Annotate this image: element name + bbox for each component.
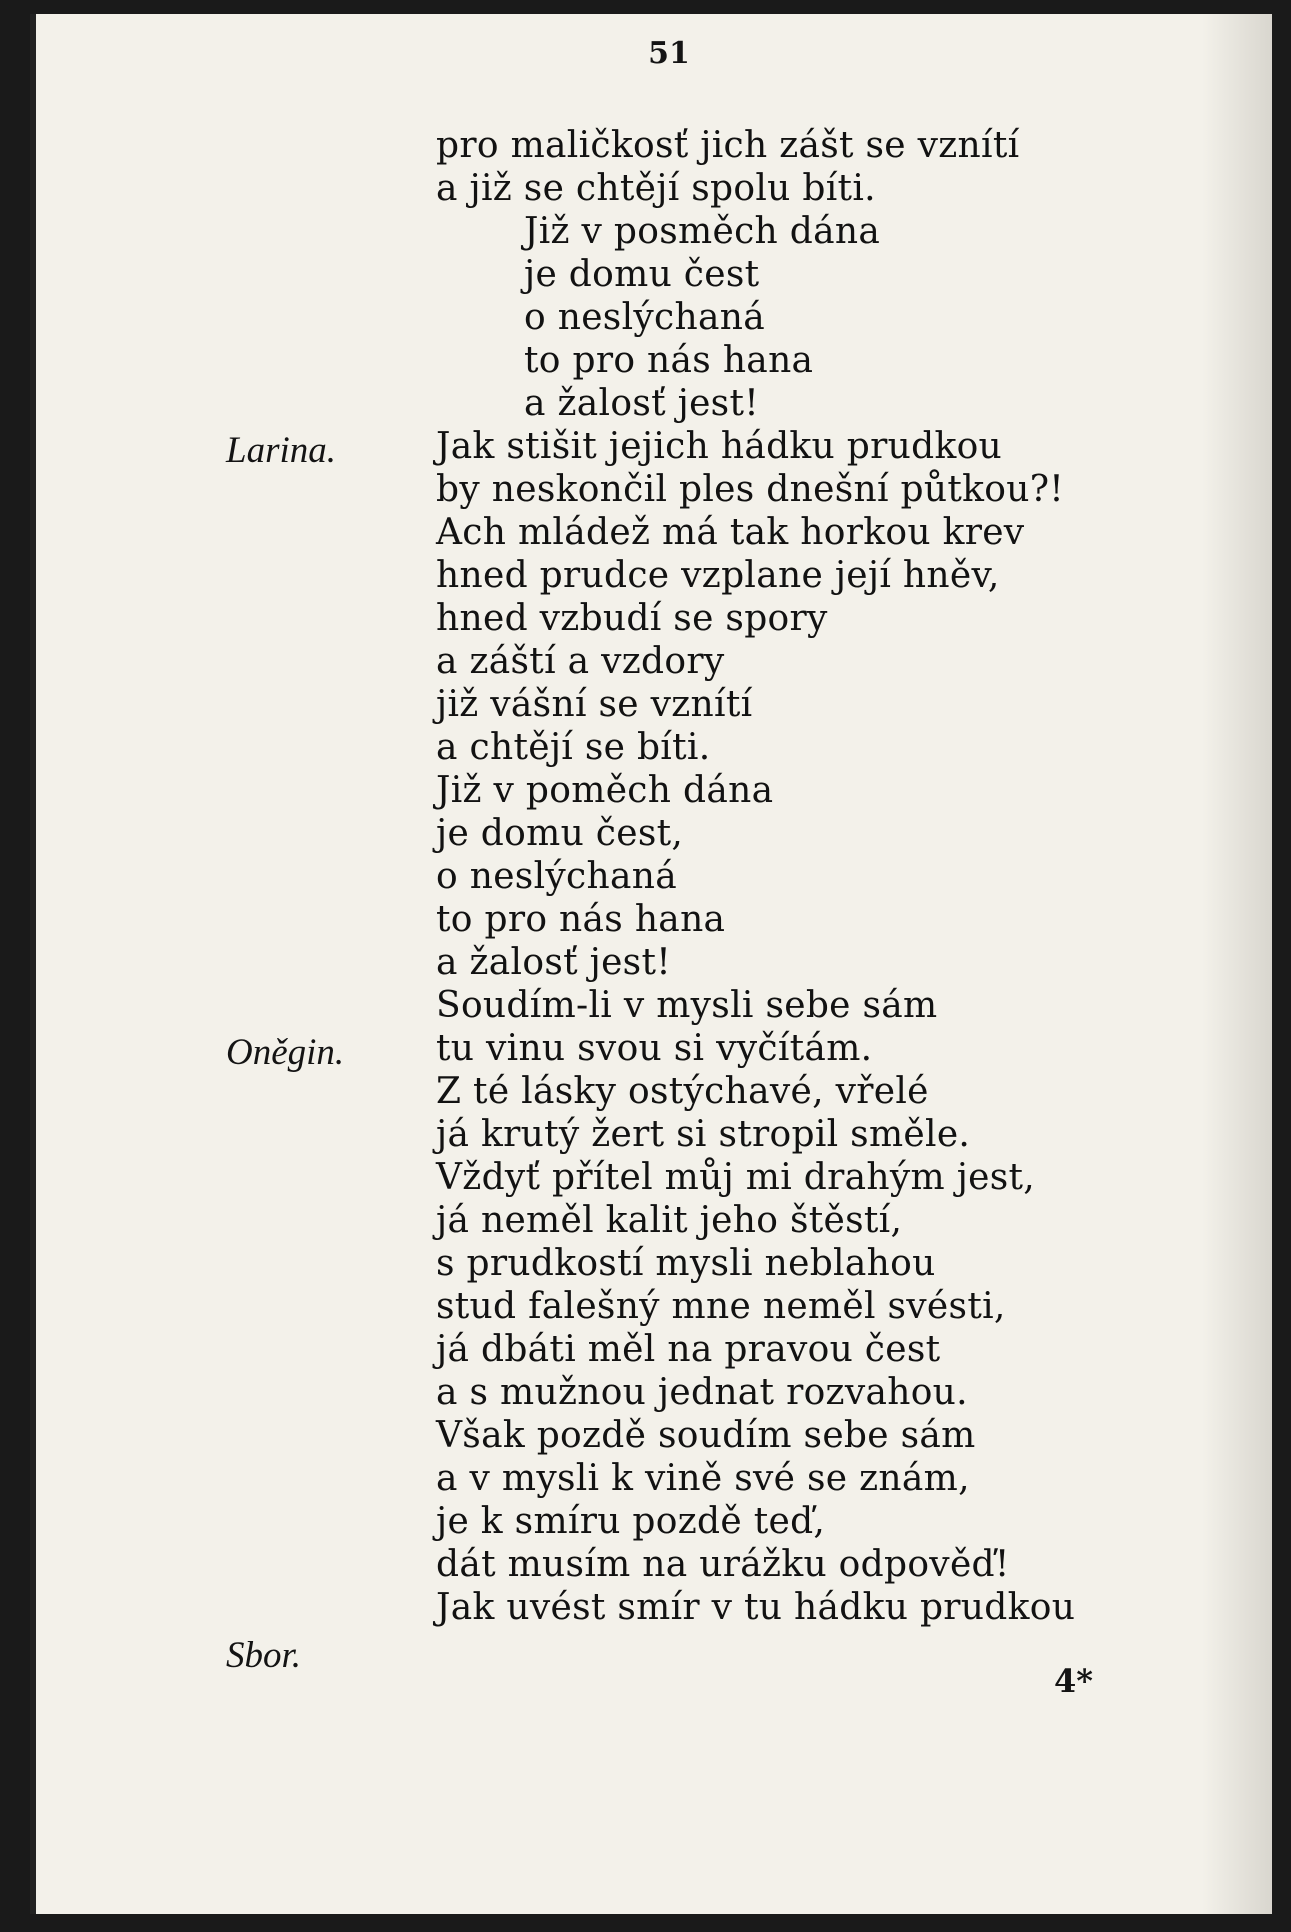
verse-line: a s mužnou jednat rozvahou. [436, 1372, 968, 1413]
verse-line: to pro nás hana [436, 899, 726, 940]
verse-line: dát musím na urážku odpověď! [436, 1544, 1010, 1585]
verse-block [436, 124, 1075, 1629]
verse-line: a chtějí se bíti. [436, 727, 711, 768]
verse-line: již vášní se vznítí [436, 684, 753, 725]
verse-line: Však pozdě soudím sebe sám [436, 1415, 976, 1456]
book-page [30, 14, 1272, 1914]
verse-line: je domu čest [524, 254, 760, 295]
verse-line: a záští a vzdory [436, 641, 725, 682]
verse-line: Vždyť přítel můj mi drahým jest, [436, 1157, 1036, 1198]
verse-line: o neslýchaná [524, 297, 765, 338]
verse-line: já dbáti měl na pravou čest [436, 1329, 941, 1370]
speaker-onegin: Oněgin. [226, 1032, 345, 1073]
verse-line: to pro nás hana [524, 340, 814, 381]
verse-line: by neskončil ples dnešní půtkou?! [436, 469, 1065, 510]
verse-line: Již v poměch dána [436, 770, 774, 811]
speaker-sbor: Sbor. [226, 1635, 302, 1676]
verse-line: hned prudce vzplane její hněv, [436, 555, 1000, 596]
verse-line: s prudkostí mysli neblahou [436, 1243, 936, 1284]
verse-line: Jak stišit jejich hádku prudkou [436, 426, 1003, 467]
page-number: 51 [648, 36, 690, 71]
verse-line: tu vinu svou si vyčítám. [436, 1028, 873, 1069]
speaker-larina: Larina. [226, 430, 337, 471]
verse-line: pro maličkosť jich zášt se vznítí [436, 125, 1020, 166]
verse-line: je domu čest, [436, 813, 684, 854]
verse-line: hned vzbudí se spory [436, 598, 828, 639]
verse-line: Jak uvést smír v tu hádku prudkou [436, 1587, 1076, 1628]
verse-line: Z té lásky ostýchavé, vřelé [436, 1071, 929, 1112]
verse-line: o neslýchaná [436, 856, 677, 897]
verse-line: Soudím-li v mysli sebe sám [436, 985, 938, 1026]
verse-line: a již se chtějí spolu bíti. [436, 168, 876, 209]
verse-line: a v mysli k vině své se znám, [436, 1458, 970, 1499]
verse-line: a žalosť jest! [524, 383, 759, 424]
verse-line: já krutý žert si stropil směle. [436, 1114, 971, 1155]
verse-line: a žalosť jest! [436, 942, 671, 983]
verse-line: je k smíru pozdě teď, [436, 1501, 826, 1542]
verse-line: já neměl kalit jeho štěstí, [436, 1200, 903, 1241]
verse-line: stud falešný mne neměl svésti, [436, 1286, 1006, 1327]
signature-mark: 4* [1054, 1662, 1093, 1700]
verse-line: Ach mládež má tak horkou krev [436, 512, 1025, 553]
verse-line: Již v posměch dána [524, 211, 881, 252]
